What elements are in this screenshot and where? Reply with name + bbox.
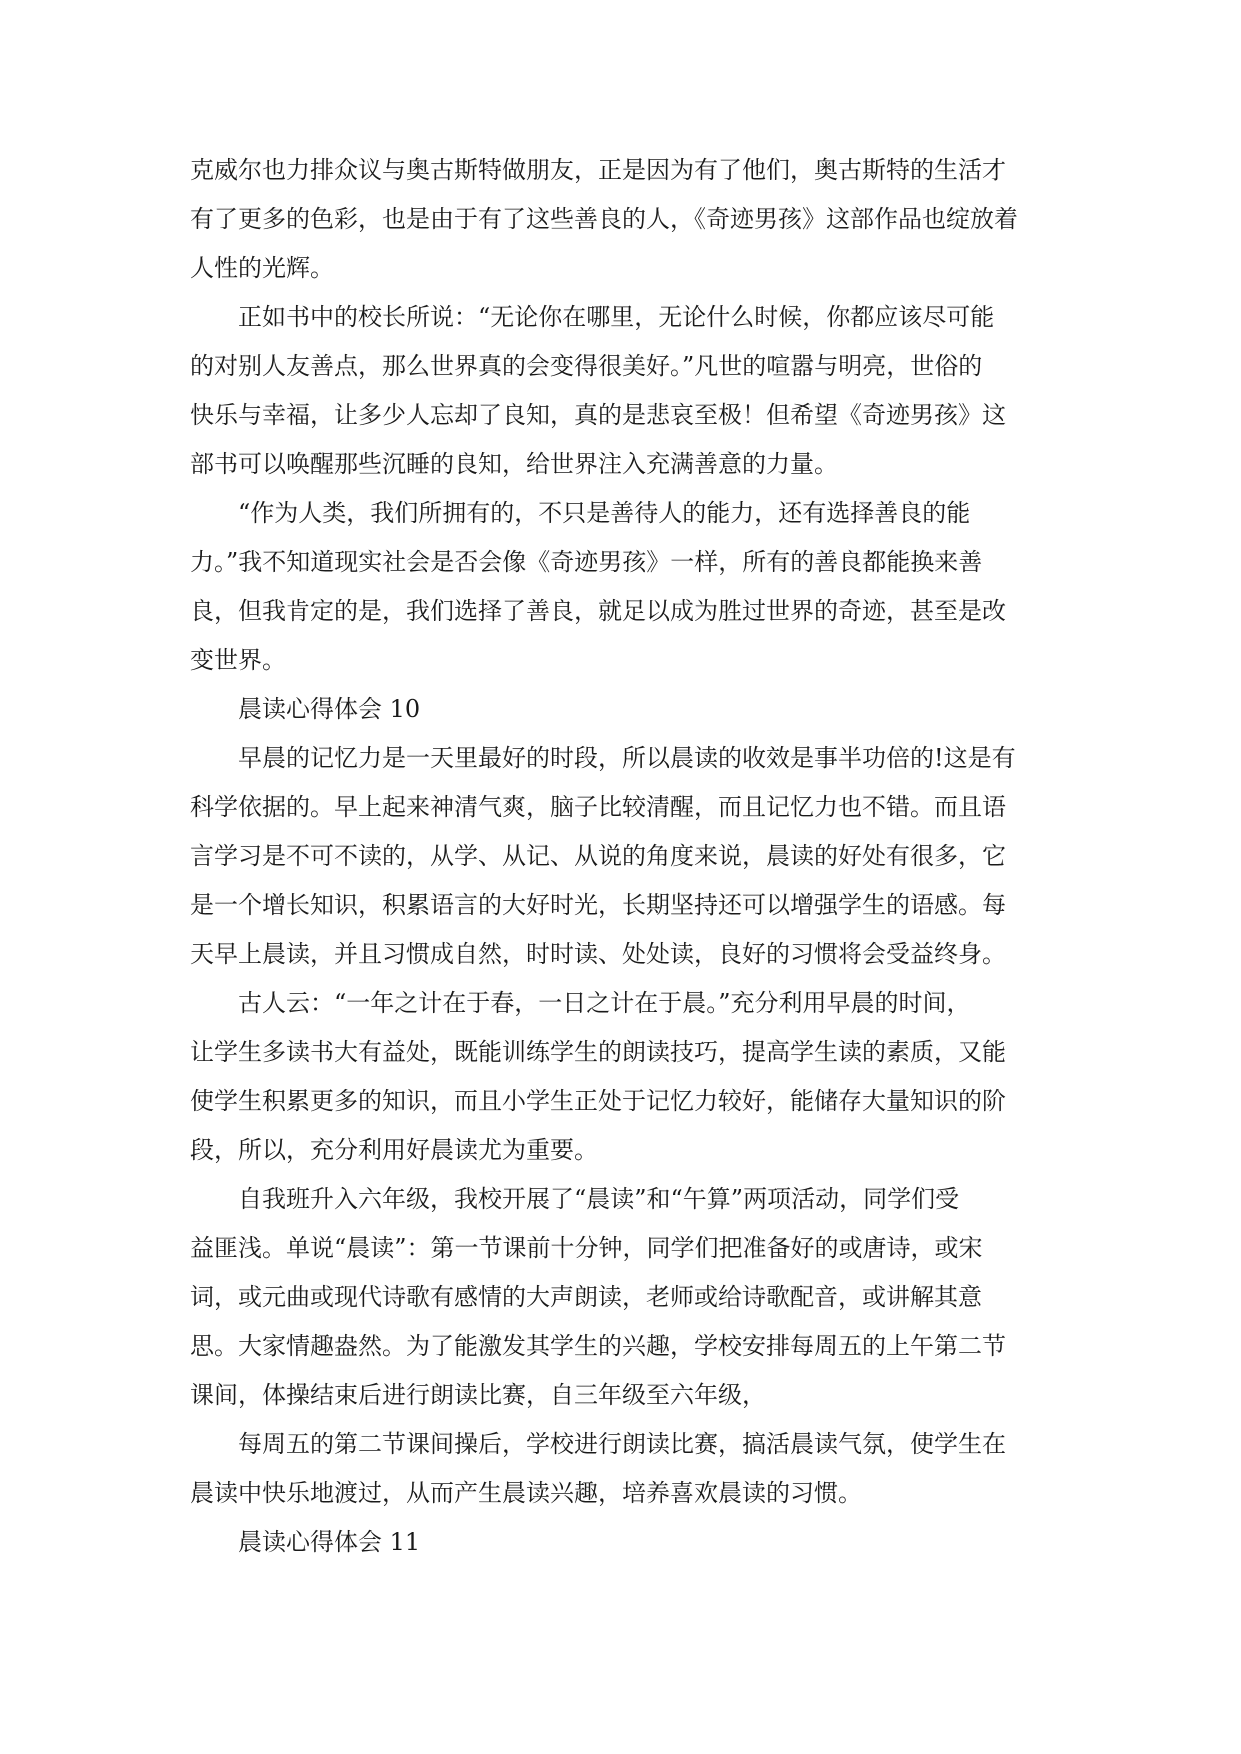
text-line: 天早上晨读，并且习惯成自然，时时读、处处读，良好的习惯将会受益终身。 — [190, 940, 1006, 968]
text-line: 每周五的第二节课间操后，学校进行朗读比赛，搞活晨读气氛，使学生在 — [238, 1430, 1006, 1458]
section-heading: 晨读心得体会 10 — [238, 695, 421, 723]
text-line: 部书可以唤醒那些沉睡的良知，给世界注入充满善意的力量。 — [190, 450, 838, 478]
text-line: 晨读中快乐地渡过，从而产生晨读兴趣，培养喜欢晨读的习惯。 — [190, 1479, 862, 1507]
text-line: 是一个增长知识，积累语言的大好时光，长期坚持还可以增强学生的语感。每 — [190, 891, 1006, 919]
text-line: 词，或元曲或现代诗歌有感情的大声朗读，老师或给诗歌配音，或讲解其意 — [190, 1283, 982, 1311]
text-line: 的对别人友善点，那么世界真的会变得很美好。”凡世的喧嚣与明亮，世俗的 — [190, 352, 983, 380]
text-line: 自我班升入六年级，我校开展了“晨读”和“午算”两项活动，同学们受 — [238, 1185, 960, 1213]
text-line: 快乐与幸福，让多少人忘却了良知，真的是悲哀至极！但希望《奇迹男孩》这 — [190, 401, 1006, 429]
text-line: 克威尔也力排众议与奥古斯特做朋友，正是因为有了他们，奥古斯特的生活才 — [190, 156, 1006, 184]
text-line: 变世界。 — [190, 646, 286, 674]
text-line: 言学习是不可不读的，从学、从记、从说的角度来说，晨读的好处有很多，它 — [190, 842, 1006, 870]
text-line: 有了更多的色彩，也是由于有了这些善良的人，《奇迹男孩》这部作品也绽放着 — [190, 205, 1018, 233]
text-line: 人性的光辉。 — [190, 254, 334, 282]
text-line: 古人云：“一年之计在于春，一日之计在于晨。”充分利用早晨的时间， — [238, 989, 971, 1017]
text-line: 正如书中的校长所说：“无论你在哪里，无论什么时候，你都应该尽可能 — [238, 303, 995, 331]
text-line: 益匪浅。单说“晨读”：第一节课前十分钟，同学们把准备好的或唐诗，或宋 — [190, 1234, 983, 1262]
text-line: 段，所以，充分利用好晨读尤为重要。 — [190, 1136, 598, 1164]
text-line: 力。”我不知道现实社会是否会像《奇迹男孩》一样，所有的善良都能换来善 — [190, 548, 983, 576]
text-line: 使学生积累更多的知识，而且小学生正处于记忆力较好，能储存大量知识的阶 — [190, 1087, 1006, 1115]
section-heading: 晨读心得体会 11 — [238, 1528, 421, 1556]
text-line: “作为人类，我们所拥有的，不只是善待人的能力，还有选择善良的能 — [238, 499, 971, 527]
text-line: 思。大家情趣盎然。为了能激发其学生的兴趣，学校安排每周五的上午第二节 — [190, 1332, 1006, 1360]
text-line: 早晨的记忆力是一天里最好的时段，所以晨读的收效是事半功倍的!这是有 — [238, 744, 1016, 772]
text-line: 让学生多读书大有益处，既能训练学生的朗读技巧，提高学生读的素质，又能 — [190, 1038, 1006, 1066]
text-line: 科学依据的。早上起来神清气爽，脑子比较清醒，而且记忆力也不错。而且语 — [190, 793, 1006, 821]
text-line: 良，但我肯定的是，我们选择了善良，就足以成为胜过世界的奇迹，甚至是改 — [190, 597, 1006, 625]
text-line: 课间，体操结束后进行朗读比赛，自三年级至六年级， — [190, 1381, 766, 1409]
